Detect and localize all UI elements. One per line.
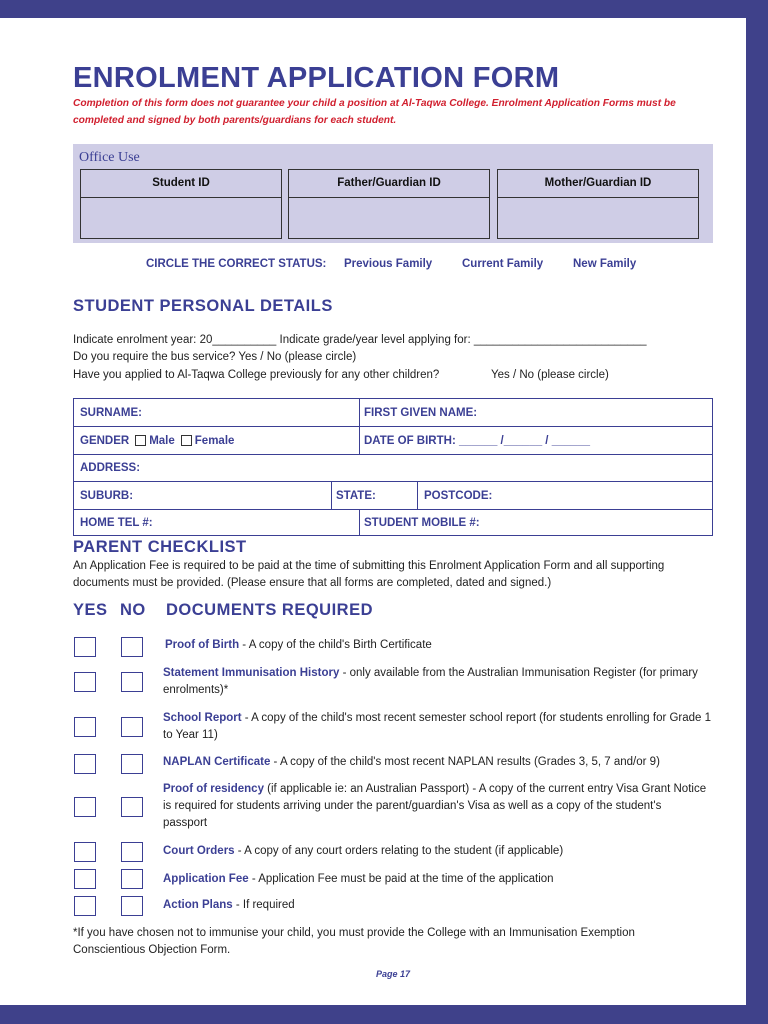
application-fee-yes-checkbox[interactable]	[74, 869, 96, 889]
school-report-yes-checkbox[interactable]	[74, 717, 96, 737]
doc-item-court-orders: Court Orders - A copy of any court orders relating to the student (if applicable)	[163, 845, 564, 857]
date-of-birth-field[interactable]: DATE OF BIRTH: ______ /______ / ______	[364, 434, 591, 447]
office-use-label: Office Use	[79, 150, 140, 165]
father-id-header: Father/Guardian ID	[289, 170, 489, 198]
status-label: CIRCLE THE CORRECT STATUS:	[146, 258, 327, 270]
doc-item-naplan-certificate: NAPLAN Certificate - A copy of the child's most recent NAPLAN results (Grades 3, 5, 7 and/or 9)	[163, 756, 660, 768]
male-label: Male	[149, 434, 175, 447]
doc-item-proof-of-residency: Proof of residency (if applicable ie: an Australian Passport) - A copy of the current entry Visa Grant Notice is required for students arriving under the parent/guardian's Visa as well as a copy of the student's passport	[163, 783, 707, 829]
gender-field	[80, 427, 234, 454]
student-details-grid	[73, 398, 713, 536]
checklist-intro: An Application Fee is required to be paid at the time of submitting this Enrolment Application Form and all supporting documents must be provided. (Please ensure that all forms are completed, dated and signed.)	[73, 560, 665, 589]
parent-checklist-heading: PARENT CHECKLIST	[73, 538, 247, 556]
doc-item-proof-of-birth: Proof of Birth - A copy of the child's Birth Certificate	[165, 639, 432, 651]
application-fee-no-checkbox[interactable]	[121, 869, 143, 889]
form-title: ENROLMENT APPLICATION FORM	[73, 62, 560, 94]
male-checkbox[interactable]	[135, 435, 146, 446]
state-field[interactable]: STATE:	[336, 489, 376, 502]
student-id-box[interactable]	[80, 169, 282, 239]
no-column-header: NO	[120, 601, 146, 619]
proof-of-birth-no-checkbox[interactable]	[121, 637, 143, 657]
yes-column-header: YES	[73, 601, 108, 619]
office-use-panel	[73, 144, 713, 243]
doc-item-immunisation-history: Statement Immunisation History - only available from the Australian Immunisation Register (for primary enrolments)*	[163, 667, 698, 696]
doc-item-action-plans: Action Plans - If required	[163, 899, 295, 911]
page-number: Page 17	[375, 969, 411, 979]
doc-item-school-report: School Report - A copy of the child's most recent semester school report (for students enrolling for Grade 1 to Year 11)	[163, 712, 712, 741]
court-orders-yes-checkbox[interactable]	[74, 842, 96, 862]
father-id-box[interactable]	[288, 169, 490, 239]
court-orders-no-checkbox[interactable]	[121, 842, 143, 862]
doc-item-application-fee: Application Fee - Application Fee must be paid at the time of the application	[163, 873, 554, 885]
female-label: Female	[194, 434, 235, 447]
naplan-yes-checkbox[interactable]	[74, 754, 96, 774]
documents-column-header: DOCUMENTS REQUIRED	[166, 601, 374, 619]
action-plans-no-checkbox[interactable]	[121, 896, 143, 916]
proof-of-birth-yes-checkbox[interactable]	[74, 637, 96, 657]
immunisation-yes-checkbox[interactable]	[74, 672, 96, 692]
student-details-heading: STUDENT PERSONAL DETAILS	[73, 297, 333, 315]
mother-id-box[interactable]	[497, 169, 699, 239]
status-previous-family[interactable]: Previous Family	[344, 258, 433, 270]
immunisation-no-checkbox[interactable]	[121, 672, 143, 692]
first-name-field[interactable]: FIRST GIVEN NAME:	[364, 406, 478, 419]
home-tel-field[interactable]: HOME TEL #:	[80, 516, 153, 529]
form-page	[0, 18, 746, 1005]
naplan-no-checkbox[interactable]	[121, 754, 143, 774]
action-plans-yes-checkbox[interactable]	[74, 896, 96, 916]
status-new-family[interactable]: New Family	[573, 258, 637, 270]
suburb-field[interactable]: SUBURB:	[80, 489, 134, 502]
bus-service-question: Do you require the bus service? Yes / No (please circle)	[73, 351, 357, 363]
enrolment-year-question: Indicate enrolment year: 20__________ Indicate grade/year level applying for: ___________________________	[73, 334, 647, 346]
address-field[interactable]: ADDRESS:	[80, 461, 141, 474]
status-current-family[interactable]: Current Family	[462, 258, 544, 270]
residency-no-checkbox[interactable]	[121, 797, 143, 817]
immunisation-footnote: *If you have chosen not to immunise your child, you must provide the College with an Immunisation Exemption Conscientious Objection Form.	[73, 927, 635, 956]
previous-application-question: Have you applied to Al-Taqwa College previously for any other children?	[73, 369, 440, 381]
residency-yes-checkbox[interactable]	[74, 797, 96, 817]
surname-field[interactable]: SURNAME:	[80, 406, 142, 419]
student-id-header: Student ID	[81, 170, 281, 198]
mother-id-header: Mother/Guardian ID	[498, 170, 698, 198]
disclaimer-text: Completion of this form does not guarantee your child a position at Al-Taqwa College. Enrolment Application Forms must be completed and signed by both parents/guardians for each student.	[73, 98, 676, 126]
school-report-no-checkbox[interactable]	[121, 717, 143, 737]
previous-application-answer: Yes / No (please circle)	[491, 369, 609, 381]
female-checkbox[interactable]	[181, 435, 192, 446]
postcode-field[interactable]: POSTCODE:	[424, 489, 493, 502]
student-mobile-field[interactable]: STUDENT MOBILE #:	[364, 516, 480, 529]
gender-label: GENDER	[80, 434, 130, 447]
